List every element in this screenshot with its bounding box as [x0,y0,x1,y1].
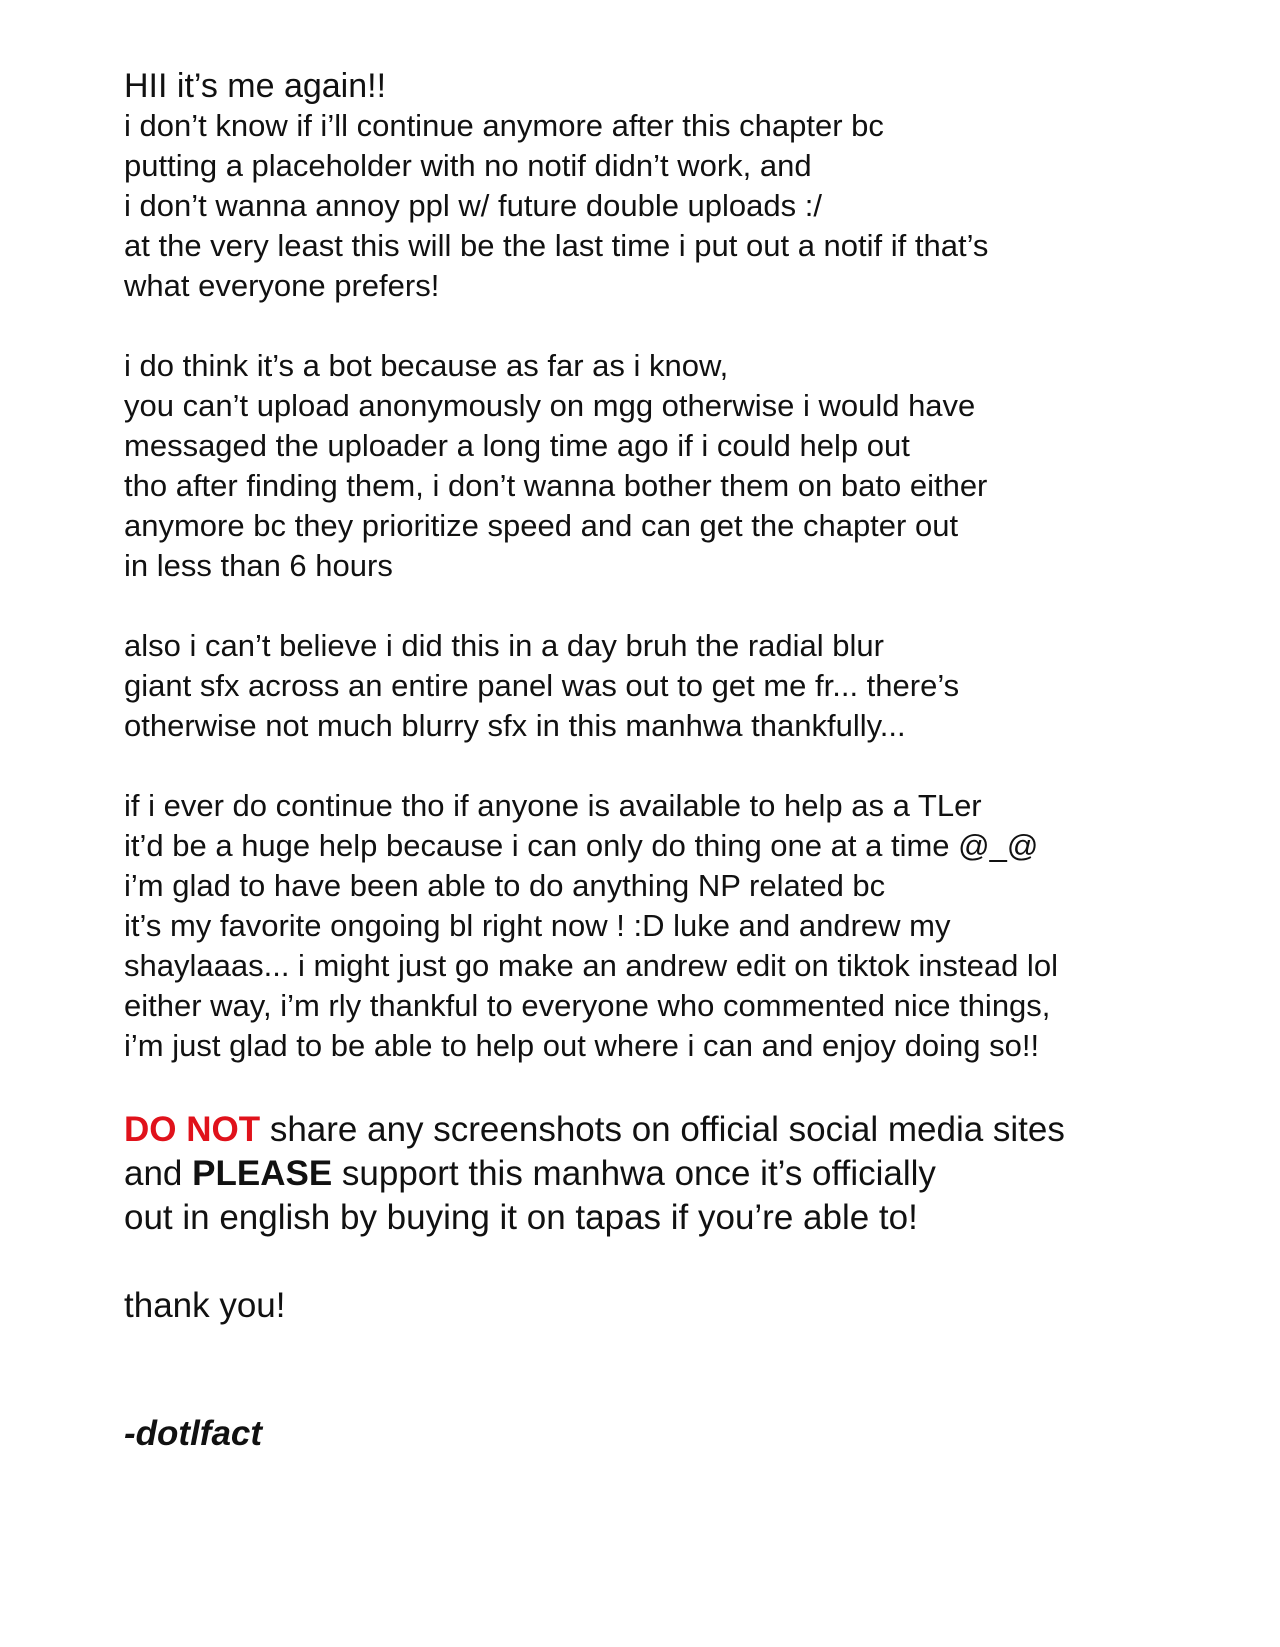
text-line: otherwise not much blurry sfx in this manhwa thankfully... [124,708,906,743]
text-line: at the very least this will be the last time i put out a notif if that’s [124,228,989,263]
paragraph-gap [124,746,1244,786]
thank-you-text: thank you! [124,1286,286,1325]
paragraph-2 [124,346,1244,586]
text-line: also i can’t believe i did this in a day bruh the radial blur [124,628,884,663]
note-title: HII it’s me again!! [124,67,387,105]
text-line: either way, i’m rly thankful to everyone who commented nice things, [124,988,1051,1023]
text-line: i do think it’s a bot because as far as i know, [124,348,729,383]
text-line: i don’t wanna annoy ppl w/ future double uploads :/ [124,188,822,223]
text-line: anymore bc they prioritize speed and can get the chapter out [124,508,959,543]
notice-text: share any screenshots on official social media sites [260,1110,1065,1149]
paragraph-4 [124,786,1244,1066]
text-line: i don’t know if i’ll continue anymore after this chapter bc [124,108,884,143]
notice-line-3: out in english by buying it on tapas if you’re able to! [124,1198,918,1237]
text-line: it’s my favorite ongoing bl right now ! :D luke and andrew my [124,908,951,943]
please-emphasis: PLEASE [192,1154,333,1193]
paragraph-1 [124,106,1244,306]
text-line: putting a placeholder with no notif didn’t work, and [124,148,812,183]
notice-line-1 [124,1108,1244,1152]
text-line: giant sfx across an entire panel was out to get me fr... there’s [124,668,960,703]
signature: -dotlfact [124,1414,263,1453]
notice-line-2 [124,1152,1244,1196]
text-line: you can’t upload anonymously on mgg otherwise i would have [124,388,976,423]
paragraph-gap [124,306,1244,346]
sharing-notice [124,1108,1244,1240]
notice-text: support this manhwa once it’s officially [332,1154,936,1193]
notice-text: and [124,1154,193,1193]
text-line: if i ever do continue tho if anyone is available to help as a TLer [124,788,982,823]
translator-note [124,66,1244,1456]
paragraph-3 [124,626,1244,746]
text-line: in less than 6 hours [124,548,393,583]
paragraph-gap [124,586,1244,626]
text-line: it’d be a huge help because i can only do thing one at a time @_@ [124,828,1039,863]
text-line: i’m just glad to be able to help out where i can and enjoy doing so!! [124,1028,1040,1063]
text-line: messaged the uploader a long time ago if i could help out [124,428,910,463]
do-not-warning: DO NOT [124,1110,261,1149]
text-line: i’m glad to have been able to do anything NP related bc [124,868,886,903]
text-line: shaylaaas... i might just go make an andrew edit on tiktok instead lol [124,948,1058,983]
text-line: what everyone prefers! [124,268,440,303]
text-line: tho after finding them, i don’t wanna bother them on bato either [124,468,988,503]
